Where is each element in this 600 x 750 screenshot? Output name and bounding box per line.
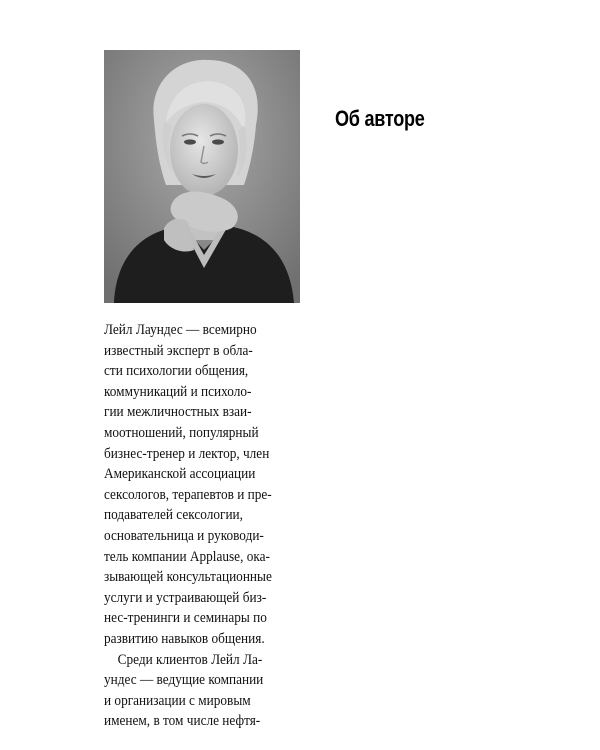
bio-line: моотношений, популярный bbox=[104, 424, 259, 441]
bio-line: Лейл Лаундес — всемирно bbox=[104, 322, 257, 338]
bio-line: подавателей сексологии, bbox=[104, 507, 244, 524]
bio-line: бизнес-тренер и лектор, член bbox=[104, 445, 270, 462]
bio-line: коммуникаций и психоло- bbox=[104, 383, 252, 400]
page-heading: Об авторе bbox=[335, 106, 425, 131]
clients-line: именем, в том числе нефтя- bbox=[104, 713, 261, 730]
author-photo bbox=[104, 50, 300, 303]
bio-line: Американской ассоциации bbox=[104, 466, 256, 483]
bio-line: зывающей консультационные bbox=[104, 569, 272, 586]
clients-line: и организации с мировым bbox=[104, 692, 251, 709]
bio-line: тель компании Applause, ока- bbox=[104, 548, 270, 565]
clients-line: Среди клиентов Лейл Ла- bbox=[117, 651, 263, 668]
clients-line: ундес — ведущие компании bbox=[104, 672, 264, 689]
bio-line: услуги и устраивающей биз- bbox=[104, 589, 267, 606]
bio-line: основательница и руководи- bbox=[104, 527, 264, 544]
author-bio bbox=[104, 320, 319, 732]
bio-line: сексологов, терапевтов и пре- bbox=[104, 486, 272, 503]
bio-line: сти психологии общения, bbox=[104, 363, 249, 380]
bio-line: известный эксперт в обла- bbox=[104, 342, 253, 359]
bio-line: нес-тренинги и семинары по bbox=[104, 610, 267, 627]
bio-line: развитию навыков общения. bbox=[104, 630, 265, 647]
bio-line: гии межличностных взаи- bbox=[104, 404, 252, 421]
